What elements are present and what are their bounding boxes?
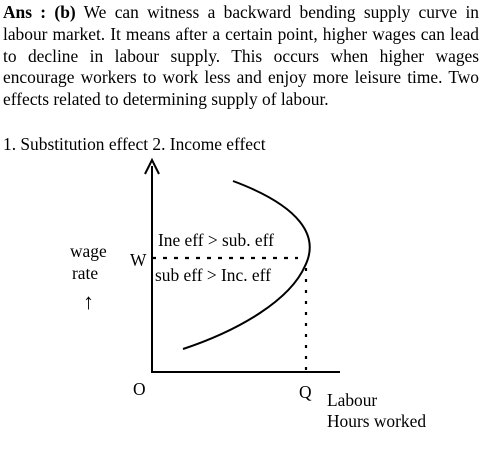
answer-lead: Ans : (b) <box>3 2 76 22</box>
origin-label: O <box>133 379 146 399</box>
effects-line: 1. Substitution effect 2. Income effect <box>3 134 266 154</box>
answer-body: We can witness a backward bending supply curve in labour market. It means after a certain point, higher wages can lead to decline in labour supply. This occurs when higher wages encourage workers to work less and enjoy more leisure time. Two effects related to determining supply of labour. <box>3 2 479 110</box>
lower-region-label: sub eff > Inc. eff <box>155 265 271 285</box>
y-axis-label-wage: wage <box>70 241 107 261</box>
up-arrow-icon: ↑ <box>83 289 94 314</box>
q-label: Q <box>299 382 312 402</box>
w-label: W <box>130 250 147 270</box>
upper-region-label: Ine eff > sub. eff <box>158 230 274 250</box>
x-axis-label-hours: Hours worked <box>327 411 427 431</box>
x-axis-label-labour: Labour <box>327 390 378 410</box>
y-axis-label-rate: rate <box>72 263 99 283</box>
